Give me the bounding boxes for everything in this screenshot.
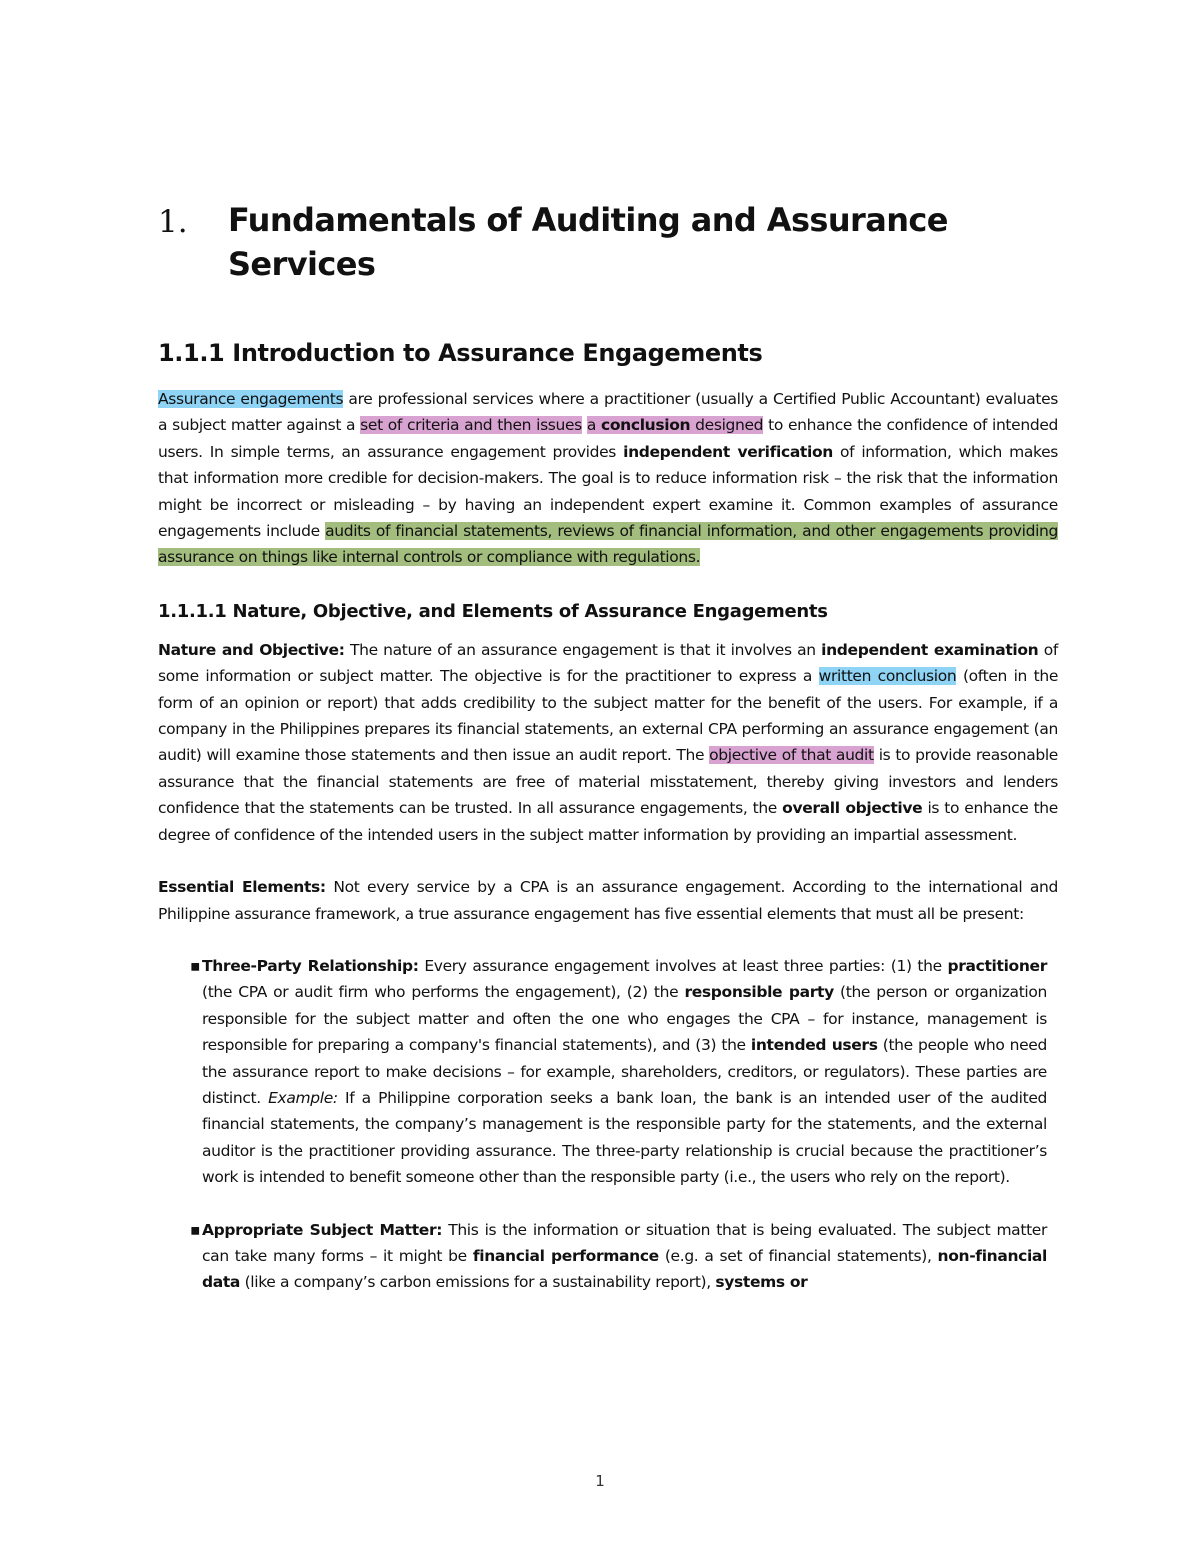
elements-paragraph: Essential Elements: Not every service by a CPA is an assurance engagement. According to the international and Philippine assurance framework, a true assurance engagement has five essential elements that must all be present: — [158, 878, 1058, 923]
highlight-pink: a conclusion designed — [586, 416, 764, 435]
bullet-icon: ▪ — [190, 956, 201, 975]
list-item: ▪ Appropriate Subject Matter: This is the information or situation that is being evaluated. The subject matter can take many forms – it might be financial performance (e.g. a set of financial statements), non-financial data (like a company’s carbon emissions for a sustainability report), systems or — [202, 1217, 1047, 1296]
intro-paragraph: Assurance engagements are professional services where a practitioner (usually a Certified Public Accountant) evaluates a subject matter against a set of criteria and then issues a conclusion designed to enhance the confidence of intended users. In simple terms, an assurance engagement provides independent verification of information, which makes that information more credible for decision-makers. The goal is to reduce information risk – the risk that the information might be incorrect or misleading – by having an independent expert examine it. Common examples of assurance engagements include audits of financial statements, reviews of financial information, and other engagements providing assurance on things like internal controls or compliance with regulations. — [158, 390, 1058, 567]
paragraph-label: Essential Elements: — [158, 878, 326, 897]
highlight-pink: set of criteria and then issues — [360, 416, 582, 435]
section-heading: 1.1.1 Introduction to Assurance Engagements — [158, 339, 763, 367]
page-content — [158, 198, 1058, 1322]
list-item: ▪ Three-Party Relationship: Every assurance engagement involves at least three parties: (1) the practitioner (the CPA or audit firm who performs the engagement), (2) the responsible party (the person or organization responsible for the subject matter and often the one who engages the CPA – for instance, management is responsible for preparing a company's financial statements), and (3) the intended users (the people who need the assurance report to make decisions – for example, shareholders, creditors, or regulators). These parties are distinct. Example: If a Philippine corporation seeks a bank loan, the bank is an intended user of the audited financial statements, the company’s management is the responsible party for the statements, and the external auditor is the practitioner providing assurance. The three-party relationship is crucial because the practitioner’s work is intended to benefit someone other than the responsible party (i.e., the users who rely on the report). — [202, 953, 1047, 1191]
chapter-heading — [158, 198, 1058, 286]
bullet-icon: ▪ — [190, 1220, 201, 1239]
page-number: 1 — [595, 1472, 605, 1490]
subsection-heading: 1.1.1.1 Nature, Objective, and Elements of Assurance Engagements — [158, 600, 828, 622]
paragraph-label: Nature and Objective: — [158, 640, 345, 659]
chapter-title: Fundamentals of Auditing and Assurance Services — [227, 201, 948, 283]
highlight-blue: Assurance engagements — [158, 390, 344, 408]
highlight-pink: objective of that audit — [709, 746, 874, 765]
chapter-number: 1. — [158, 204, 188, 240]
highlight-blue: written conclusion — [818, 667, 957, 686]
highlight-green: audits of financial statements, reviews of financial information, and other engagements providing assurance on things like internal controls or compliance with regulations. — [158, 522, 1058, 567]
nature-paragraph: Nature and Objective: The nature of an assurance engagement is that it involves an independent examination of some information or subject matter. The objective is for the practitioner to express a written conclusion (often in the form of an opinion or report) that adds credibility to the subject matter for the benefit of the users. For example, if a company in the Philippines prepares its financial statements, an external CPA performing an assurance engagement (an audit) will examine those statements and then issue an audit report. The objective of that audit is to provide reasonable assurance that the financial statements are free of material misstatement, thereby giving investors and lenders confidence that the statements can be trusted. In all assurance engagements, the overall objective is to enhance the degree of confidence of the intended users in the subject matter information by providing an impartial assessment. — [158, 640, 1058, 844]
elements-list — [158, 953, 1047, 1296]
